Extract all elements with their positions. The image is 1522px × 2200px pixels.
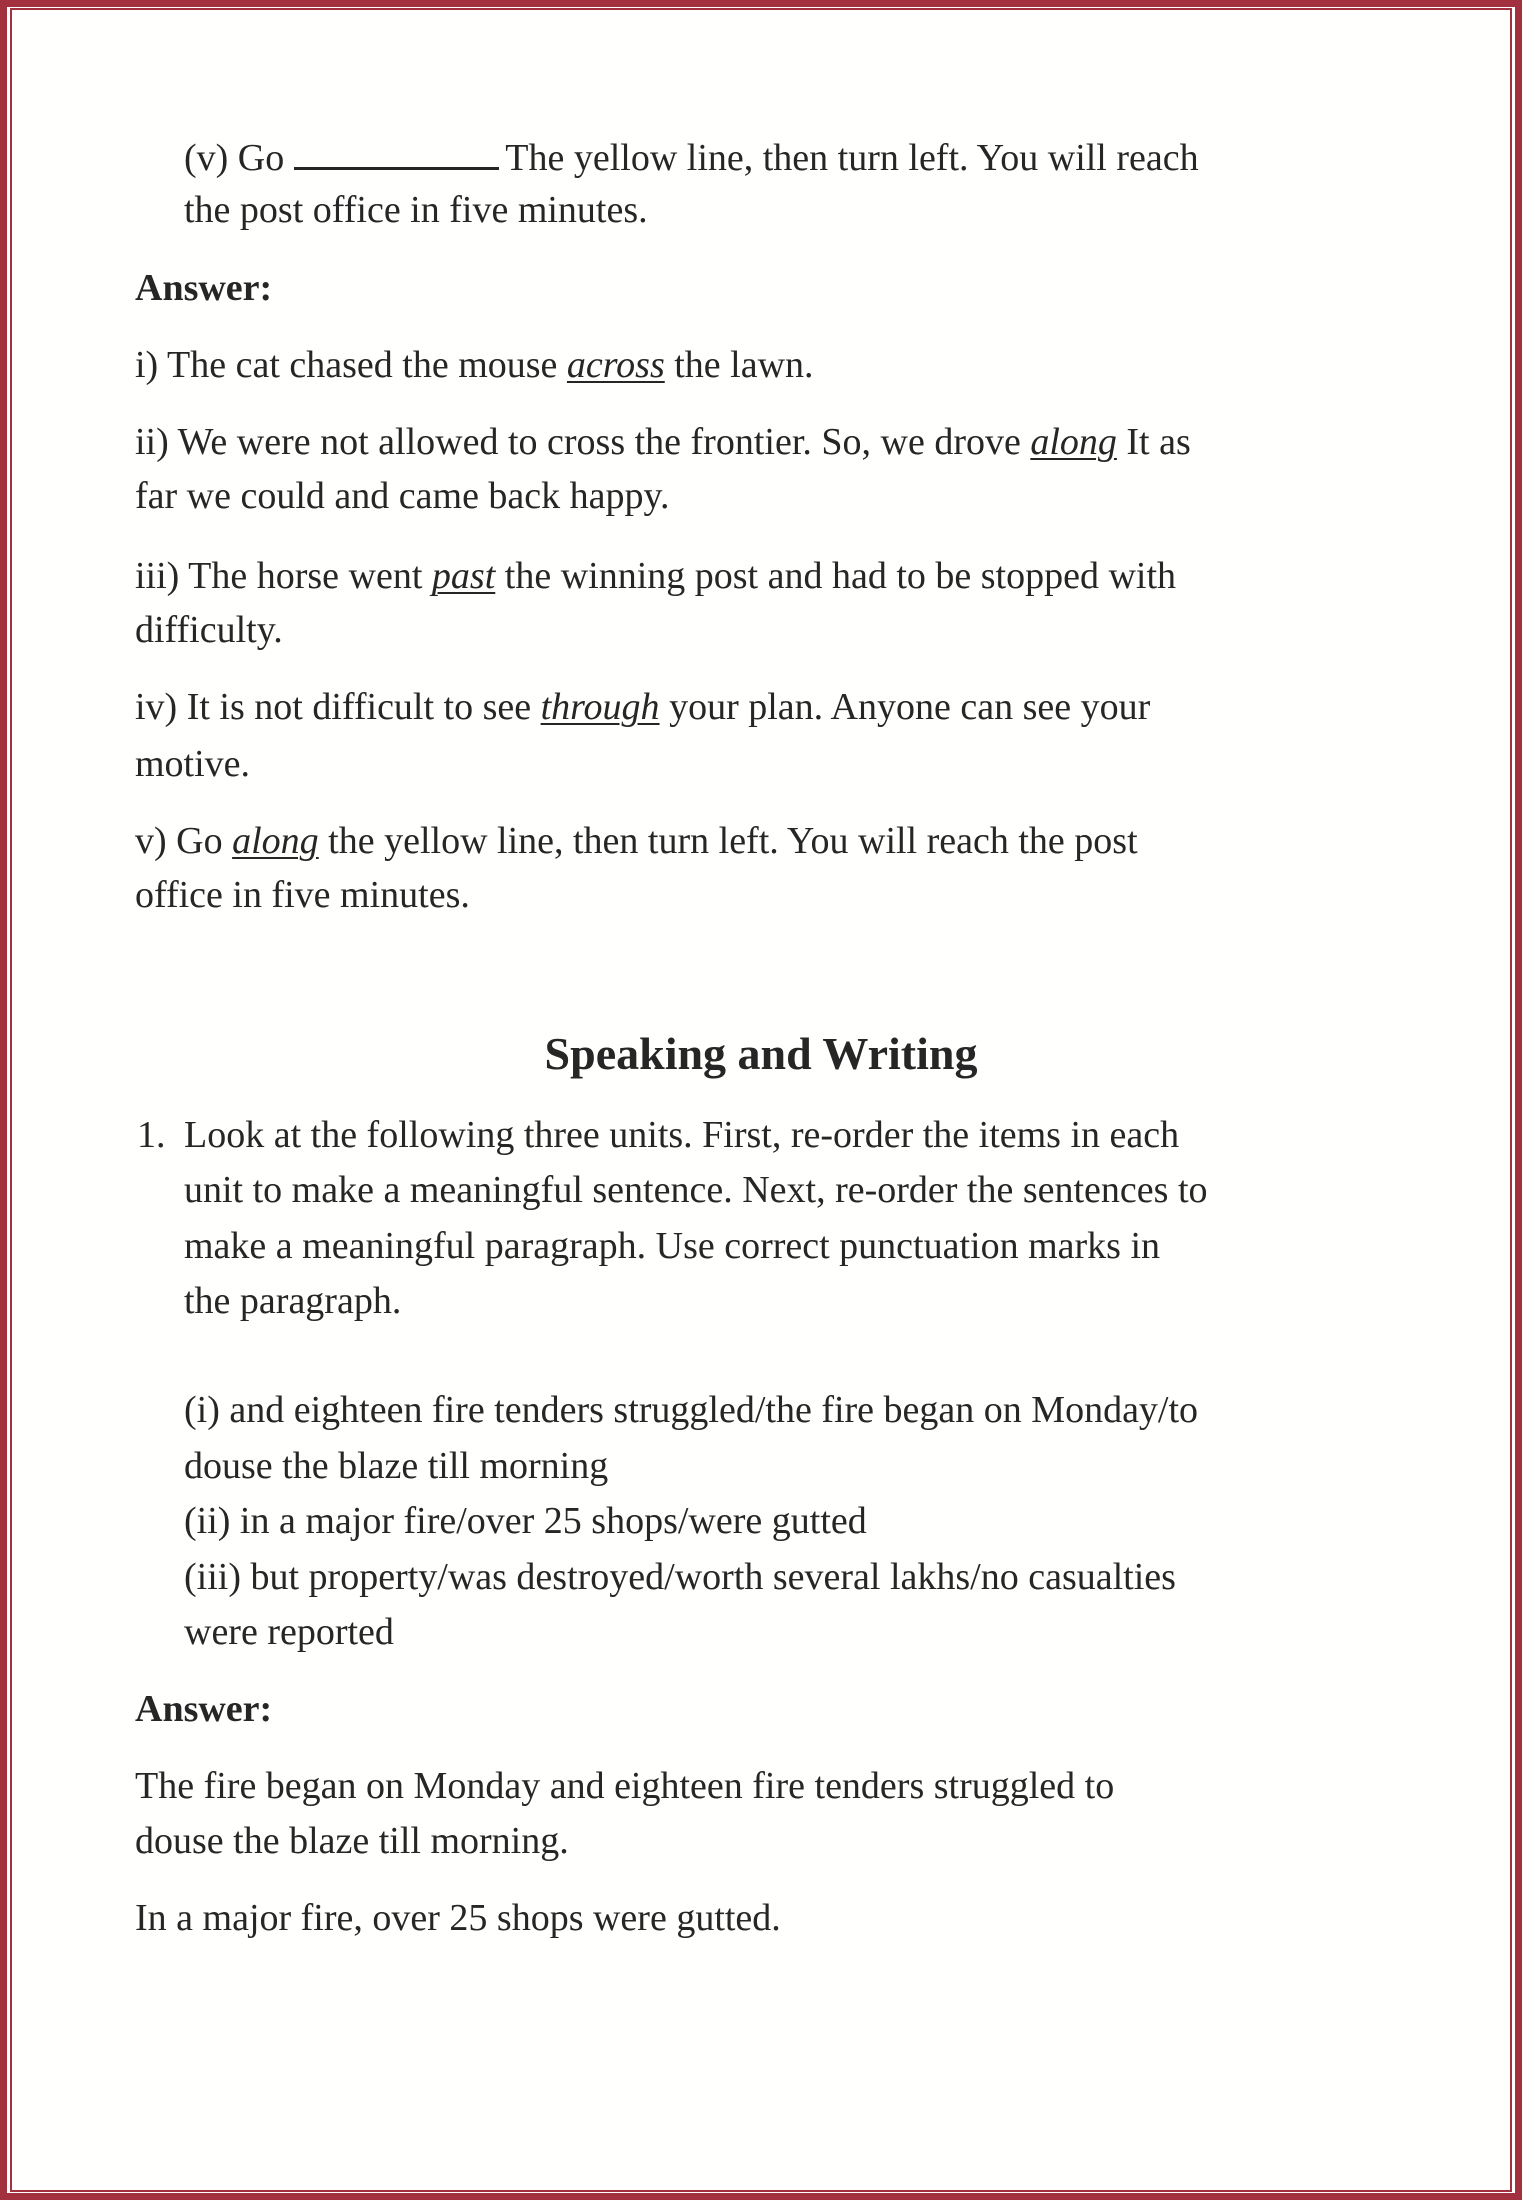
answer-text: It as xyxy=(1126,421,1191,463)
question-line: the paragraph. xyxy=(184,1280,402,1322)
section-heading: Speaking and Writing xyxy=(544,1028,978,1079)
exercise-item-v-text: The yellow line, then turn left. You will reach xyxy=(505,137,1199,179)
unit-line: (ii) in a major fire/over 25 shops/were gutted xyxy=(184,1500,867,1542)
answer-paragraph-line: In a major fire, over 25 shops were gutted. xyxy=(135,1897,781,1939)
answer-text: iv) It is not difficult to see xyxy=(135,686,532,728)
unit-line: douse the blaze till morning xyxy=(184,1445,609,1487)
answer-word: along xyxy=(232,820,319,862)
answer-text: ii) We were not allowed to cross the frontier. So, we drove xyxy=(135,421,1021,463)
answer-label: Answer: xyxy=(135,267,273,309)
answer-text: the yellow line, then turn left. You will reach the post xyxy=(328,820,1138,862)
answer-word: past xyxy=(431,555,496,597)
answer-item-iii-cont: difficulty. xyxy=(135,609,283,651)
answer-word: across xyxy=(566,344,665,386)
answer-text: i) The cat chased the mouse xyxy=(135,344,558,386)
question-line: Look at the following three units. First, re-order the items in each xyxy=(184,1114,1180,1156)
answer-text: the lawn. xyxy=(674,344,814,386)
exercise-item-v-line2: the post office in five minutes. xyxy=(184,189,648,231)
answer-word: through xyxy=(540,686,660,728)
answer-label: Answer: xyxy=(135,1688,273,1730)
answer-item-ii-cont: far we could and came back happy. xyxy=(135,475,670,517)
fill-in-blank xyxy=(294,137,499,170)
question-line: make a meaningful paragraph. Use correct punctuation marks in xyxy=(184,1225,1161,1267)
answer-paragraph-line: The fire began on Monday and eighteen fire tenders struggled to xyxy=(135,1765,1115,1807)
answer-paragraph-line: douse the blaze till morning. xyxy=(135,1820,569,1862)
answer-item-v xyxy=(135,822,1138,860)
question-number: 1. xyxy=(137,1114,166,1156)
unit-line: (iii) but property/was destroyed/worth several lakhs/no casualties xyxy=(184,1556,1176,1598)
answer-text: v) Go xyxy=(135,820,223,862)
answer-text: your plan. Anyone can see your xyxy=(669,686,1151,728)
answer-item-iv xyxy=(135,688,1150,726)
answer-word: along xyxy=(1030,421,1117,463)
exercise-item-v-label: (v) Go xyxy=(184,137,285,179)
answer-text: iii) The horse went xyxy=(135,555,423,597)
answer-item-ii xyxy=(135,423,1191,461)
unit-line: were reported xyxy=(184,1611,394,1653)
exercise-item-v xyxy=(184,137,1199,177)
answer-item-v-cont: office in five minutes. xyxy=(135,874,470,916)
answer-item-iii xyxy=(135,557,1176,595)
question-line: unit to make a meaningful sentence. Next, re-order the sentences to xyxy=(184,1169,1208,1211)
page-border-inner xyxy=(10,8,1512,2192)
answer-text: the winning post and had to be stopped with xyxy=(504,555,1177,597)
answer-item-i xyxy=(135,346,814,384)
unit-line: (i) and eighteen fire tenders struggled/the fire began on Monday/to xyxy=(184,1389,1199,1431)
answer-item-iv-cont: motive. xyxy=(135,743,251,785)
